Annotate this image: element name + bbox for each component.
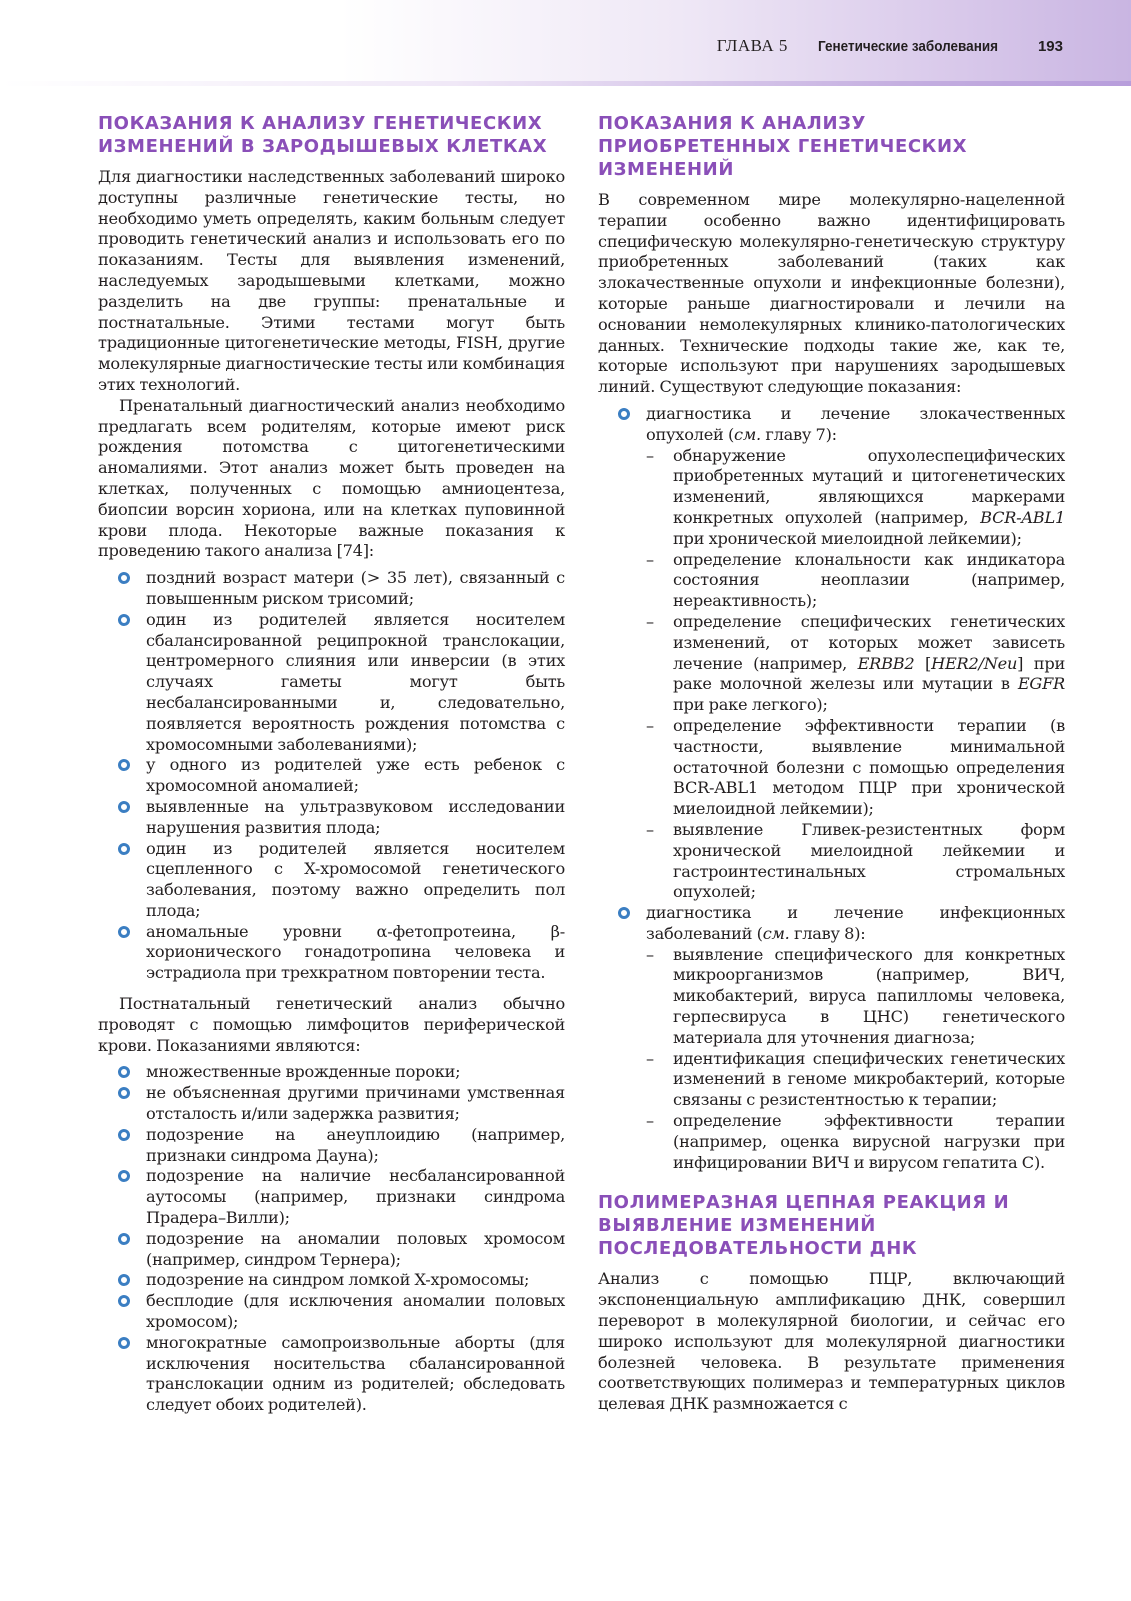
bullet-circle-icon	[118, 1295, 130, 1307]
dash-marker: –	[646, 1048, 654, 1068]
paragraph: Анализ с помощью ПЦР, включающий экспоненциальную амплификацию ДНК, совершил переворот в молекулярной биологии, и сейчас его широко используют для молекулярной диагностики болезней человека. В результате применения соответствующих полимераз и температурных циклов целевая ДНК размножается с	[598, 1269, 1065, 1414]
list-item: – идентификация специфических генетических изменений в геноме микробактерий, которые связаны с резистентностью к терапии;	[646, 1048, 1065, 1110]
list-item: – выявление Гливек-резистентных форм хронической миелоидной лейкемии и гастроинтестинальных стромальных опухолей;	[646, 819, 1065, 902]
list-item: не объясненная другими причинами умственная отсталость и/или задержка развития;	[98, 1083, 565, 1125]
bullet-circle-icon	[118, 1087, 130, 1099]
list-item: подозрение на аномалии половых хромосом (например, синдром Тернера);	[98, 1229, 565, 1271]
gene-name: BCR-ABL1	[980, 507, 1065, 527]
dash-marker: –	[646, 1111, 654, 1131]
section-heading-pcr: ПОЛИМЕРАЗНАЯ ЦЕПНАЯ РЕАКЦИЯ И ВЫЯВЛЕНИЕ ИЗМЕНЕНИЙ ПОСЛЕДОВАТЕЛЬНОСТИ ДНК	[598, 1192, 1010, 1260]
list-item: диагностика и лечение инфекционных заболеваний (см. главу 8): – выявление специфического для конкретных микроорганизмов (например, ВИЧ, микобактерий, вируса папилломы человека, герпесвируса в ЦНС) генетического материала для уточнения диагноза; – идентификация специфических генетических изменений в геноме микробактерий, которые связаны с резистентностью к терапии; – определение эффективности терапии (например, оценка вирусной нагрузки при инфицировании ВИЧ и вирусом гепатита С).	[598, 903, 1065, 1173]
list-item: подозрение на наличие несбалансированной аутосомы (например, признаки синдрома Прадера–Вилли);	[98, 1166, 565, 1228]
paragraph: В современном мире молекулярно-нацеленной терапии особенно важно идентифицировать специфическую молекулярно-генетическую структуру приобретенных заболеваний (таких как злокачественные опухоли и инфекционные болезни), которые раньше диагностировали и лечили на основании немолекулярных клинико-патологических данных. Технические подходы такие же, как те, которые используют при нарушениях зародышевых линий. Существуют следующие показания:	[598, 190, 1065, 397]
bullet-circle-icon	[118, 1170, 130, 1182]
list-item: диагностика и лечение злокачественных опухолей (см. главу 7): – обнаружение опухолеспецифических приобретенных мутаций и цитогенетических изменений, являющихся маркерами конкретных опухолей (например, BCR-ABL1 при хронической миелоидной лейкемии); – определение клональности как индикатора состояния неоплазии (например, нереактивность); – определение специфических генетических изменений, от которых может зависеть лечение (например, ERBB2 [HER2/Neu] при раке молочной железы или мутации в EGFR при раке легкого); – определение эффективности терапии (в частности, выявление минимальной остаточной болезни с помощью определения BCR-ABL1 методом ПЦР при хронической миелоидной лейкемии); – выявление Гливек-резистентных форм хронической миелоидной лейкемии и гастроинтестинальных стромальных опухолей;	[598, 404, 1065, 903]
dash-marker: –	[646, 819, 654, 839]
list-item: – обнаружение опухолеспецифических приобретенных мутаций и цитогенетических изменений, являющихся маркерами конкретных опухолей (например, BCR-ABL1 при хронической миелоидной лейкемии);	[646, 445, 1065, 548]
bullet-circle-icon	[118, 801, 130, 813]
gene-name: EGFR	[1017, 674, 1065, 694]
bullet-circle-icon	[118, 926, 130, 938]
list-item: один из родителей является носителем сцепленного с X-хромосомой генетического заболевания, поэтому важно определить пол плода;	[98, 839, 565, 922]
cancer-sublist	[646, 446, 1065, 904]
chapter-title: Генетические заболевания	[817, 38, 998, 55]
dash-marker: –	[646, 549, 654, 569]
dash-marker: –	[646, 445, 654, 465]
list-item: подозрение на синдром ломкой X-хромосомы;	[98, 1270, 565, 1291]
list-item: – определение эффективности терапии (в частности, выявление минимальной остаточной болезни с помощью определения BCR-ABL1 методом ПЦР при хронической миелоидной лейкемии);	[646, 715, 1065, 819]
right-column	[598, 112, 1065, 1415]
postnatal-indications-list	[98, 1062, 565, 1416]
paragraph: Пренатальный диагностический анализ необходимо предлагать всем родителям, которые имеют риск рождения потомства с цитогенетическими аномалиями. Этот анализ может быть проведен на клетках, полученных с помощью амниоцентеза, биопсии ворсин хориона, или на клетках пуповинной крови плода. Некоторые важные показания к проведению такого анализа [74]:	[98, 395, 565, 561]
bullet-circle-icon	[118, 1233, 130, 1245]
list-item: бесплодие (для исключения аномалии половых хромосом);	[98, 1291, 565, 1333]
list-item: аномальные уровни α-фетопротеина, β-хорионического гонадотропина человека и эстрадиола при трехкратном повторении теста.	[98, 922, 565, 984]
bullet-circle-icon	[618, 907, 630, 919]
list-item: многократные самопроизвольные аборты (для исключения носительства сбалансированной транслокации одним из родителей; обследовать следует обоих родителей).	[98, 1333, 565, 1416]
list-item: – определение специфических генетических изменений, от которых может зависеть лечение (например, ERBB2 [HER2/Neu] при раке молочной железы или мутации в EGFR при раке легкого);	[646, 611, 1065, 715]
bullet-circle-icon	[118, 1129, 130, 1141]
list-item: поздний возраст матери (> 35 лет), связанный с повышенным риском трисомий;	[98, 568, 565, 610]
list-item: множественные врожденные пороки;	[98, 1062, 565, 1083]
bullet-circle-icon	[118, 614, 130, 626]
chapter-label: ГЛАВА 5	[716, 36, 788, 55]
bullet-circle-icon	[118, 1274, 130, 1286]
list-item: подозрение на анеуплоидию (например, признаки синдрома Дауна);	[98, 1125, 565, 1167]
acquired-indications-list	[598, 404, 1065, 1173]
left-column	[98, 112, 565, 1416]
infection-sublist	[646, 945, 1065, 1174]
prenatal-indications-list	[98, 568, 565, 984]
list-item: – определение эффективности терапии (например, оценка вирусной нагрузки при инфицировании ВИЧ и вирусом гепатита С).	[646, 1111, 1065, 1172]
dash-marker: –	[646, 715, 654, 735]
list-item: – определение клональности как индикатора состояния неоплазии (например, нереактивность);	[646, 549, 1065, 611]
gene-name: HER2/Neu	[931, 653, 1018, 673]
bullet-circle-icon	[118, 1337, 130, 1349]
header-rule	[0, 81, 1131, 86]
bullet-circle-icon	[618, 408, 630, 420]
running-header	[717, 36, 1063, 56]
paragraph: Постнатальный генетический анализ обычно проводят с помощью лимфоцитов периферической крови. Показаниями являются:	[98, 994, 565, 1055]
section-heading-germline: ПОКАЗАНИЯ К АНАЛИЗУ ГЕНЕТИЧЕСКИХ ИЗМЕНЕНИЙ В ЗАРОДЫШЕВЫХ КЛЕТКАХ	[98, 113, 548, 157]
dash-marker: –	[646, 944, 654, 964]
bullet-circle-icon	[118, 843, 130, 855]
page-number: 193	[1037, 38, 1063, 55]
dash-marker: –	[646, 611, 654, 631]
gene-name: ERBB2	[857, 653, 915, 673]
list-item: один из родителей является носителем сбалансированной реципрокной транслокации, центромерного слияния или инверсии (в этих случаях гаметы могут быть несбалансированными и, следовательно, появляется вероятность рождения потомства с хромосомными заболеваниями);	[98, 610, 565, 756]
bullet-circle-icon	[118, 572, 130, 584]
section-heading-acquired: ПОКАЗАНИЯ К АНАЛИЗУ ПРИОБРЕТЕННЫХ ГЕНЕТИЧЕСКИХ ИЗМЕНЕНИЙ	[598, 113, 968, 180]
bullet-circle-icon	[118, 759, 130, 771]
list-item: у одного из родителей уже есть ребенок с хромосомной аномалией;	[98, 755, 565, 797]
list-item: выявленные на ультразвуковом исследовании нарушения развития плода;	[98, 797, 565, 839]
list-item: – выявление специфического для конкретных микроорганизмов (например, ВИЧ, микобактерий, вируса папилломы человека, герпесвируса в ЦНС) генетического материала для уточнения диагноза;	[646, 944, 1065, 1047]
bullet-circle-icon	[118, 1066, 130, 1078]
paragraph: Для диагностики наследственных заболеваний широко доступны различные генетические тесты, но необходимо уметь определять, каким больным следует проводить генетический анализ и использовать его по показаниям. Тесты для выявления изменений, наследуемых зародышевыми клетками, можно разделить на две группы: пренатальные и постнатальные. Этими тестами могут быть традиционные цитогенетические методы, FISH, другие молекулярные диагностические тесты или комбинация этих технологий.	[98, 167, 565, 394]
